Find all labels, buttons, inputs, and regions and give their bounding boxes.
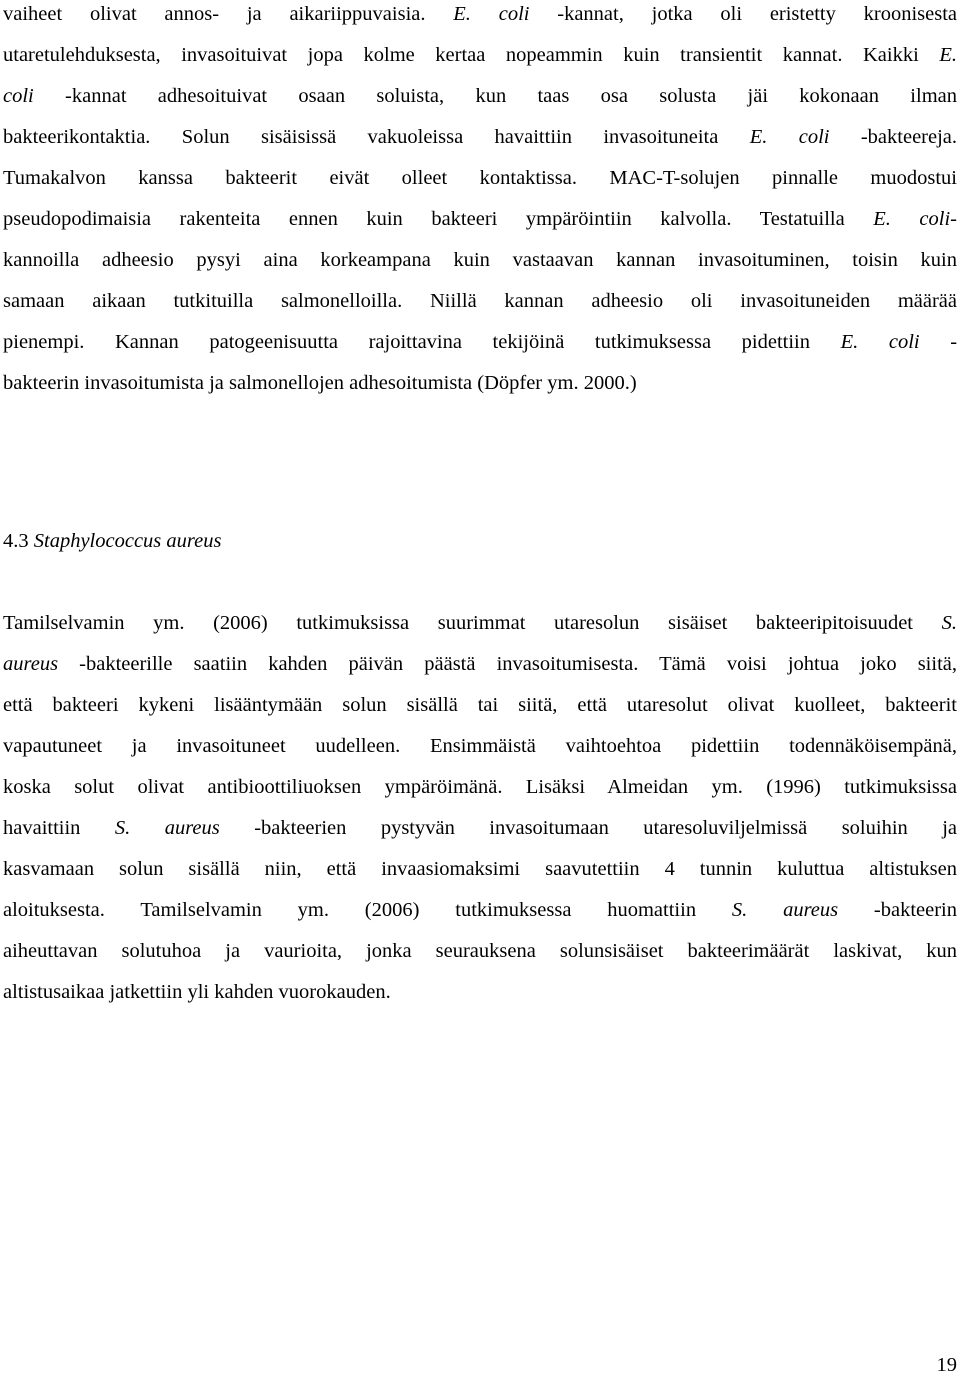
species-name: coli — [3, 85, 34, 107]
text-line: samaan aikaan tutkituilla salmonelloilla. Niillä kannan adheesio oli invasoituneiden määrää — [3, 290, 957, 312]
section-number: 4.3 — [3, 530, 29, 552]
species-name: E. — [939, 44, 957, 66]
species-name: aureus — [3, 653, 59, 675]
text-line: vapautuneet ja invasoituneet uudelleen. Ensimmäistä vaihtoehtoa pidettiin todennäköisempänä, — [3, 735, 957, 757]
text-line: pienempi. Kannan patogeenisuutta rajoittavina tekijöinä tutkimuksessa pidettiin E. coli - — [3, 331, 958, 353]
species-name: coli — [798, 126, 830, 148]
text-line: havaittiin S. aureus -bakteerien pystyvän invasoitumaan utaresoluviljelmissä soluihin ja — [3, 817, 957, 839]
section-heading — [3, 528, 221, 554]
text-line: aureus -bakteerille saatiin kahden päivän päästä invasoitumisesta. Tämä voisi johtua joko siitä, — [3, 653, 957, 675]
text-line: Tamilselvamin ym. (2006) tutkimuksissa suurimmat utaresolun sisäiset bakteeripitoisuudet S. — [3, 612, 957, 634]
species-name: S. — [114, 817, 131, 839]
species-name: aureus — [783, 899, 839, 921]
species-name: E. — [873, 208, 891, 230]
text-line: pseudopodimaisia rakenteita ennen kuin bakteeri ympäröintiin kalvolla. Testatuilla E. coli- — [3, 208, 957, 230]
text-line: että bakteeri kykeni lisääntymään solun sisällä tai siitä, että utaresolut olivat kuolleet, bakteerit — [3, 694, 957, 716]
text-line: altistusaikaa jatkettiin yli kahden vuorokauden. — [3, 981, 391, 1003]
text-line: vaiheet olivat annos- ja aikariippuvaisia. E. coli -kannat, jotka oli eristetty kroonisesta — [3, 3, 957, 25]
text-line: aiheuttavan solutuhoa ja vaurioita, jonka seurauksena solunsisäiset bakteerimäärät laskivat, kun — [3, 940, 957, 962]
page-number: 19 — [936, 1354, 957, 1376]
text-line: Tumakalvon kanssa bakteerit eivät olleet kontaktissa. MAC-T-solujen pinnalle muodostui — [3, 167, 957, 189]
species-name: coli — [888, 331, 920, 353]
text-line: kannoilla adheesio pysyi aina korkeampana kuin vastaavan kannan invasoituminen, toisin kuin — [3, 249, 957, 271]
species-name: coli — [498, 3, 530, 25]
species-name: S. — [731, 899, 748, 921]
text-line: coli -kannat adhesoituivat osaan soluista, kun taas osa solusta jäi kokonaan ilman — [3, 85, 957, 107]
text-line: kasvamaan solun sisällä niin, että invaasiomaksimi saavutettiin 4 tunnin kuluttua altistuksen — [3, 858, 957, 880]
text-line: bakteerin invasoitumista ja salmonellojen adhesoitumista (Döpfer ym. 2000.) — [3, 372, 637, 394]
text-line: koska solut olivat antibioottiliuoksen ympäröimänä. Lisäksi Almeidan ym. (1996) tutkimuksissa — [3, 776, 957, 798]
species-name: aureus — [164, 817, 220, 839]
text-line: bakteerikontaktia. Solun sisäisissä vakuoleissa havaittiin invasoituneita E. coli -bakteereja. — [3, 126, 958, 148]
section-title: Staphylococcus aureus — [33, 530, 222, 552]
species-name: E. — [453, 3, 471, 25]
species-name: E. — [840, 331, 859, 353]
text-line: aloituksesta. Tamilselvamin ym. (2006) tutkimuksessa huomattiin S. aureus -bakteerin — [3, 899, 958, 921]
species-name: S. — [941, 612, 957, 634]
text-line: utaretulehduksesta, invasoituivat jopa kolme kertaa nopeammin kuin transientit kannat. Kaikki E. — [3, 44, 957, 66]
species-name: coli — [919, 208, 951, 230]
species-name: E. — [749, 126, 768, 148]
